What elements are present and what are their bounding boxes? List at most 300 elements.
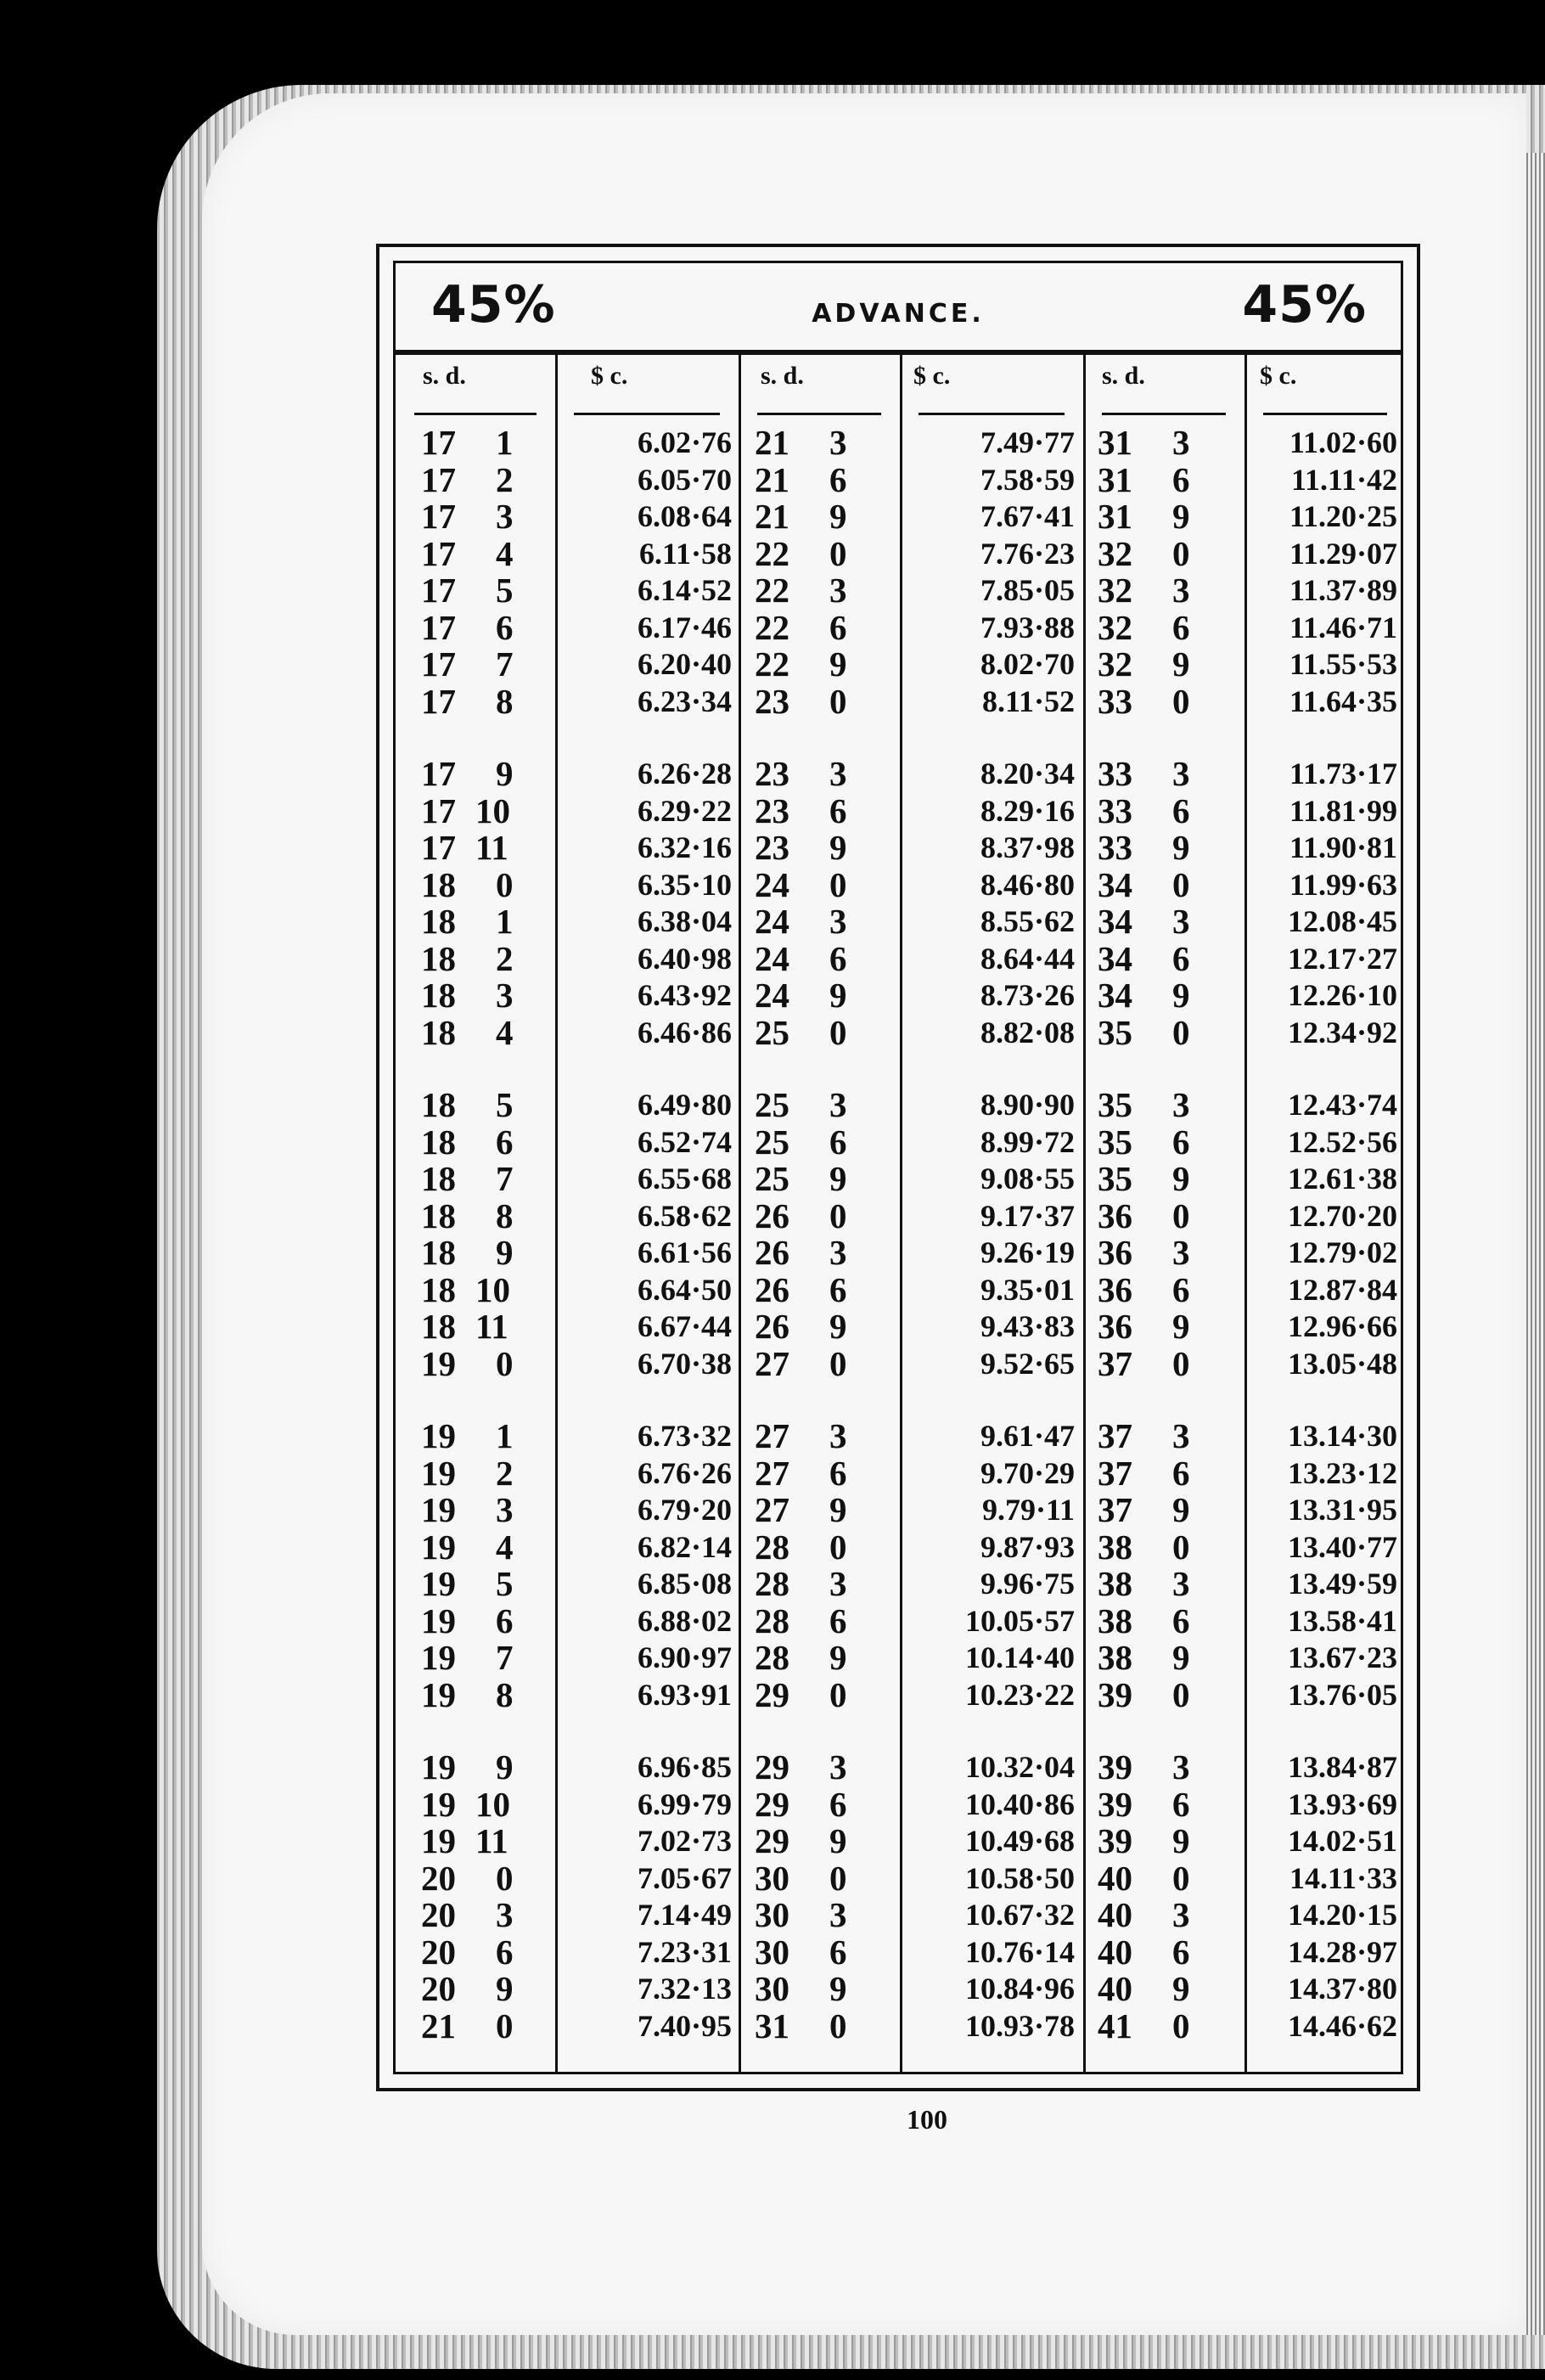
shillings-pence-cell	[755, 1566, 874, 1602]
dollars-cents-cell: 6.11·58	[638, 536, 732, 571]
dollars-cents-cell: 6.08·64	[637, 499, 732, 533]
shillings-value: 23	[755, 791, 789, 830]
pence-value: 6	[1172, 1932, 1190, 1972]
shillings-pence-cell	[755, 793, 874, 830]
pence-value: 0	[829, 1858, 847, 1898]
pence-value: 0	[829, 1527, 847, 1567]
dollars-cents-cell: 7.02·73	[637, 1824, 732, 1858]
dollars-cents-cell: 8.90·90	[980, 1088, 1075, 1122]
shillings-value: 25	[755, 1085, 789, 1124]
dollars-cents-cell: 14.28·97	[1287, 1934, 1397, 1969]
shillings-pence-cell	[755, 1269, 874, 1309]
shillings-value: 24	[755, 976, 789, 1015]
dollars-cents-cell: 9.79·11	[981, 1493, 1075, 1527]
dollars-cents-cell: 7.05·67	[637, 1860, 732, 1895]
dollars-cents-cell: 13.58·41	[1287, 1603, 1397, 1638]
shillings-pence-cell	[755, 1198, 874, 1235]
pence-value: 3	[496, 1490, 514, 1529]
shillings-value: 19	[421, 1784, 456, 1824]
pence-value: 1	[496, 902, 514, 941]
shillings-pence-cell	[421, 1012, 540, 1052]
shillings-pence-cell	[755, 1823, 874, 1860]
pence-value: 9	[1172, 976, 1190, 1015]
dollars-cents-cell: 9.35·01	[980, 1272, 1075, 1307]
pence-value: 0	[1172, 1012, 1190, 1052]
shillings-value: 41	[1098, 2006, 1132, 2045]
shillings-pence-cell	[421, 830, 540, 866]
shillings-value: 35	[1098, 1159, 1132, 1198]
shillings-value: 32	[1098, 571, 1132, 610]
shillings-pence-cell	[421, 1161, 540, 1197]
table-header	[396, 272, 1401, 348]
shillings-pence-cell	[1098, 1492, 1216, 1528]
shillings-value: 33	[1098, 681, 1132, 721]
shillings-value: 29	[755, 1674, 789, 1714]
pence-value: 11	[475, 1821, 508, 1860]
page-title: ADVANCE.	[812, 299, 985, 329]
shillings-pence-cell	[1098, 1640, 1216, 1676]
pence-value: 5	[496, 1085, 514, 1124]
pence-value: 6	[829, 1122, 847, 1162]
shillings-pence-cell	[1098, 903, 1216, 940]
shillings-value: 28	[755, 1601, 789, 1640]
shillings-pence-cell	[1098, 1012, 1216, 1052]
page-number: 100	[907, 2104, 947, 2135]
dollars-cents-cell: 13.84·87	[1287, 1750, 1397, 1784]
shillings-pence-cell	[1098, 2008, 1216, 2045]
table-frame	[376, 244, 1420, 2091]
dollars-cents-cell: 6.49·80	[637, 1088, 732, 1122]
shillings-pence-cell	[755, 572, 874, 609]
dollars-cents-cell: 11.37·89	[1289, 573, 1397, 607]
shillings-pence-cell	[1098, 533, 1216, 573]
shillings-pence-cell	[1098, 425, 1216, 461]
dollars-cents-cell: 14.37·80	[1287, 1972, 1397, 2006]
shillings-pence-cell	[1098, 1308, 1216, 1345]
shillings-pence-cell	[755, 1012, 874, 1052]
pence-value: 9	[829, 1307, 847, 1346]
shillings-value: 19	[421, 1747, 456, 1786]
pence-value: 0	[496, 1858, 514, 1898]
shillings-value: 18	[421, 1196, 456, 1235]
shillings-pence-cell	[1098, 646, 1216, 683]
dollars-cents-cell: 6.58·62	[637, 1198, 732, 1233]
dollars-cents-cell: 6.79·20	[637, 1493, 732, 1527]
dollars-cents-cell: 13.40·77	[1287, 1529, 1397, 1564]
shillings-pence-cell	[1098, 864, 1216, 904]
table-inner-frame	[393, 261, 1403, 2074]
shillings-pence-cell	[755, 2008, 874, 2045]
shillings-pence-cell	[1098, 1934, 1216, 1971]
pence-value: 9	[1172, 1490, 1190, 1529]
shillings-pence-cell	[1098, 1198, 1216, 1235]
dollars-cents-cell: 10.32·04	[964, 1750, 1075, 1784]
pence-value: 2	[496, 1453, 514, 1493]
dollars-cents-cell: 12.08·45	[1287, 904, 1397, 938]
pence-value: 0	[1172, 1196, 1190, 1235]
pence-value: 0	[496, 864, 514, 904]
shillings-pence-cell	[421, 1343, 540, 1383]
shillings-value: 25	[755, 1122, 789, 1162]
dollars-cents-cell: 6.93·91	[637, 1677, 732, 1712]
dollars-cents-cell: 8.46·80	[980, 867, 1075, 902]
shillings-pence-cell	[421, 533, 540, 573]
shillings-value: 19	[421, 1821, 456, 1860]
column-header-rule	[919, 413, 1065, 415]
shillings-pence-cell	[755, 498, 874, 535]
column-header: $ c.	[1260, 362, 1297, 390]
pence-value: 10	[475, 1269, 510, 1309]
pence-value: 0	[1172, 1527, 1190, 1567]
dollars-cents-cell: 6.38·04	[637, 904, 732, 938]
pence-value: 6	[1172, 1453, 1190, 1493]
shillings-pence-cell	[421, 1087, 540, 1123]
column-header: $ c.	[913, 362, 951, 390]
column-divider	[900, 355, 902, 2072]
pence-value: 7	[496, 1638, 514, 1677]
pence-value: 3	[1172, 902, 1190, 941]
shillings-pence-cell	[421, 425, 540, 461]
shillings-pence-cell	[755, 646, 874, 683]
dollars-cents-cell: 11.73·17	[1289, 757, 1397, 791]
shillings-value: 17	[421, 754, 456, 793]
shillings-value: 17	[421, 571, 456, 610]
shillings-pence-cell	[755, 1786, 874, 1823]
pence-value: 0	[1172, 864, 1190, 904]
pence-value: 9	[496, 1233, 514, 1272]
shillings-value: 34	[1098, 938, 1132, 978]
shillings-value: 22	[755, 533, 789, 573]
shillings-value: 26	[755, 1269, 789, 1309]
pence-value: 3	[829, 1564, 847, 1603]
shillings-value: 25	[755, 1012, 789, 1052]
dollars-cents-cell: 7.14·49	[637, 1898, 732, 1932]
shillings-value: 37	[1098, 1416, 1132, 1455]
shillings-value: 37	[1098, 1453, 1132, 1493]
pence-value: 9	[829, 1821, 847, 1860]
pence-value: 0	[829, 2006, 847, 2045]
dollars-cents-cell: 12.61·38	[1287, 1162, 1397, 1196]
pence-value: 3	[1172, 1895, 1190, 1934]
shillings-pence-cell	[755, 533, 874, 573]
dollars-cents-cell: 6.55·68	[637, 1162, 732, 1196]
shillings-value: 27	[755, 1453, 789, 1493]
pence-value: 9	[829, 1638, 847, 1677]
shillings-pence-cell	[1098, 1823, 1216, 1860]
percent-right: 45%	[1242, 275, 1367, 335]
pence-value: 9	[829, 1490, 847, 1529]
shillings-pence-cell	[421, 1418, 540, 1454]
shillings-pence-cell	[421, 1971, 540, 2007]
shillings-value: 38	[1098, 1564, 1132, 1603]
shillings-value: 24	[755, 864, 789, 904]
dollars-cents-cell: 7.23·31	[637, 1934, 732, 1969]
shillings-value: 18	[421, 1233, 456, 1272]
column-header-rule	[574, 413, 720, 415]
shillings-value: 24	[755, 938, 789, 978]
pence-value: 6	[829, 607, 847, 647]
pence-value: 6	[1172, 1269, 1190, 1309]
dollars-cents-cell: 6.46·86	[637, 1015, 732, 1049]
pence-value: 6	[829, 1269, 847, 1309]
shillings-pence-cell	[755, 1749, 874, 1786]
dollars-cents-cell: 6.76·26	[637, 1455, 732, 1490]
pence-value: 0	[829, 681, 847, 721]
dollars-cents-cell: 9.61·47	[980, 1419, 1075, 1453]
shillings-pence-cell	[755, 1418, 874, 1454]
dollars-cents-cell: 8.29·16	[980, 793, 1075, 828]
shillings-value: 18	[421, 864, 456, 904]
shillings-pence-cell	[421, 977, 540, 1014]
column-divider	[1244, 355, 1247, 2072]
pence-value: 3	[1172, 1085, 1190, 1124]
dollars-cents-cell: 12.96·66	[1287, 1309, 1397, 1343]
dollars-cents-cell: 13.93·69	[1287, 1786, 1397, 1821]
shillings-value: 38	[1098, 1527, 1132, 1567]
dollars-cents-cell: 6.43·92	[637, 978, 732, 1012]
pence-value: 4	[496, 1012, 514, 1052]
shillings-value: 17	[421, 644, 456, 684]
dollars-cents-cell: 6.35·10	[637, 867, 732, 902]
dollars-cents-cell: 13.49·59	[1287, 1567, 1397, 1601]
shillings-value: 21	[421, 2006, 456, 2045]
dollars-cents-cell: 8.82·08	[980, 1015, 1075, 1049]
pence-value: 11	[475, 1307, 508, 1346]
dollars-cents-cell: 6.82·14	[637, 1529, 732, 1564]
shillings-value: 35	[1098, 1085, 1132, 1124]
pence-value: 9	[1172, 828, 1190, 867]
dollars-cents-cell: 12.26·10	[1287, 978, 1397, 1012]
shillings-pence-cell	[1098, 1087, 1216, 1123]
shillings-pence-cell	[1098, 1971, 1216, 2007]
pence-value: 9	[829, 1159, 847, 1198]
pence-value: 3	[829, 1895, 847, 1934]
dollars-cents-cell: 6.96·85	[637, 1750, 732, 1784]
dollars-cents-cell: 6.26·28	[637, 757, 732, 791]
column-divider	[1083, 355, 1086, 2072]
shillings-value: 18	[421, 1085, 456, 1124]
shillings-pence-cell	[755, 1308, 874, 1345]
shillings-pence-cell	[1098, 1603, 1216, 1640]
shillings-value: 19	[421, 1453, 456, 1493]
pence-value: 8	[496, 681, 514, 721]
shillings-value: 17	[421, 533, 456, 573]
dollars-cents-cell: 6.32·16	[637, 830, 732, 864]
pence-value: 3	[1172, 1747, 1190, 1786]
shillings-pence-cell	[755, 1455, 874, 1492]
dollars-cents-cell: 12.34·92	[1287, 1015, 1397, 1049]
shillings-pence-cell	[421, 498, 540, 535]
shillings-value: 31	[1098, 459, 1132, 499]
column-divider	[555, 355, 558, 2072]
shillings-pence-cell	[1098, 607, 1216, 647]
dollars-cents-cell: 11.99·63	[1289, 867, 1397, 902]
shillings-value: 39	[1098, 1674, 1132, 1714]
shillings-value: 31	[1098, 423, 1132, 462]
dollars-cents-cell: 9.70·29	[980, 1455, 1075, 1490]
shillings-value: 19	[421, 1527, 456, 1567]
shillings-value: 39	[1098, 1821, 1132, 1860]
shillings-pence-cell	[755, 938, 874, 978]
shillings-value: 30	[755, 1895, 789, 1934]
dollars-cents-cell: 9.17·37	[980, 1198, 1075, 1233]
dollars-cents-cell: 7.58·59	[980, 462, 1075, 497]
shillings-value: 34	[1098, 976, 1132, 1015]
shillings-value: 35	[1098, 1122, 1132, 1162]
shillings-pence-cell	[421, 1492, 540, 1528]
dollars-cents-cell: 10.67·32	[964, 1898, 1075, 1932]
pence-value: 6	[1172, 938, 1190, 978]
shillings-value: 18	[421, 1159, 456, 1198]
dollars-cents-cell: 6.29·22	[637, 793, 732, 828]
column-header-rule	[1102, 413, 1226, 415]
shillings-value: 29	[755, 1747, 789, 1786]
shillings-pence-cell	[755, 756, 874, 792]
shillings-value: 19	[421, 1638, 456, 1677]
pence-value: 0	[1172, 681, 1190, 721]
pence-value: 3	[829, 754, 847, 793]
dollars-cents-cell: 10.76·14	[964, 1934, 1075, 1969]
dollars-cents-cell: 11.81·99	[1289, 793, 1397, 828]
dollars-cents-cell: 7.93·88	[980, 610, 1075, 644]
dollars-cents-cell: 6.52·74	[637, 1124, 732, 1159]
shillings-value: 18	[421, 976, 456, 1015]
pence-value: 3	[1172, 1564, 1190, 1603]
shillings-value: 39	[1098, 1747, 1132, 1786]
shillings-value: 40	[1098, 1932, 1132, 1972]
shillings-value: 17	[421, 681, 456, 721]
header-rule	[396, 350, 1401, 355]
pence-value: 0	[829, 1674, 847, 1714]
shillings-pence-cell	[421, 1749, 540, 1786]
shillings-value: 27	[755, 1490, 789, 1529]
dollars-cents-cell: 10.40·86	[964, 1786, 1075, 1821]
shillings-pence-cell	[755, 903, 874, 940]
dollars-cents-cell: 13.14·30	[1287, 1419, 1397, 1453]
column-divider	[739, 355, 741, 2072]
shillings-value: 25	[755, 1159, 789, 1198]
dollars-cents-cell: 12.87·84	[1287, 1272, 1397, 1307]
shillings-value: 18	[421, 1269, 456, 1309]
shillings-value: 20	[421, 1895, 456, 1934]
shillings-pence-cell	[421, 681, 540, 721]
pence-value: 0	[496, 1343, 514, 1383]
pence-value: 2	[496, 938, 514, 978]
dollars-cents-cell: 9.52·65	[980, 1346, 1075, 1381]
shillings-value: 19	[421, 1416, 456, 1455]
shillings-pence-cell	[1098, 572, 1216, 609]
shillings-value: 29	[755, 1821, 789, 1860]
column-header-row	[396, 358, 1401, 402]
shillings-value: 31	[755, 2006, 789, 2045]
shillings-pence-cell	[421, 1529, 540, 1566]
shillings-value: 22	[755, 644, 789, 684]
dollars-cents-cell: 14.46·62	[1287, 2008, 1397, 2043]
pence-value: 6	[496, 1122, 514, 1162]
shillings-value: 40	[1098, 1895, 1132, 1934]
dollars-cents-cell: 10.05·57	[964, 1603, 1075, 1638]
shillings-value: 19	[421, 1490, 456, 1529]
shillings-value: 40	[1098, 1969, 1132, 2008]
shillings-pence-cell	[755, 1492, 874, 1528]
dollars-cents-cell: 6.85·08	[637, 1567, 732, 1601]
shillings-pence-cell	[1098, 1455, 1216, 1492]
dollars-cents-cell: 6.67·44	[637, 1309, 732, 1343]
pence-value: 6	[1172, 607, 1190, 647]
pence-value: 1	[496, 423, 514, 462]
pence-value: 9	[829, 497, 847, 536]
shillings-pence-cell	[1098, 977, 1216, 1014]
shillings-pence-cell	[1098, 1860, 1216, 1897]
dollars-cents-cell: 8.37·98	[980, 830, 1075, 864]
shillings-pence-cell	[755, 1674, 874, 1714]
dollars-cents-cell: 10.93·78	[964, 2008, 1075, 2043]
pence-value: 6	[829, 938, 847, 978]
dollars-cents-cell: 8.99·72	[980, 1124, 1075, 1159]
shillings-pence-cell	[1098, 1897, 1216, 1933]
pence-value: 3	[829, 1233, 847, 1272]
dollars-cents-cell: 13.67·23	[1287, 1640, 1397, 1674]
dollars-cents-cell: 12.43·74	[1287, 1088, 1397, 1122]
dollars-cents-cell: 13.76·05	[1287, 1677, 1397, 1712]
dollars-cents-cell: 9.87·93	[980, 1529, 1075, 1564]
dollars-cents-cell: 8.73·26	[980, 978, 1075, 1012]
dollars-cents-cell: 6.02·76	[637, 425, 732, 459]
shillings-pence-cell	[1098, 1674, 1216, 1714]
shillings-pence-cell	[755, 1971, 874, 2007]
pence-value: 5	[496, 571, 514, 610]
pence-value: 9	[829, 976, 847, 1015]
dollars-cents-cell: 7.85·05	[980, 573, 1075, 607]
shillings-pence-cell	[755, 425, 874, 461]
shillings-value: 28	[755, 1638, 789, 1677]
pence-value: 3	[496, 1895, 514, 1934]
dollars-cents-cell: 6.90·97	[637, 1640, 732, 1674]
shillings-pence-cell	[421, 903, 540, 940]
shillings-value: 36	[1098, 1307, 1132, 1346]
shillings-pence-cell	[421, 1674, 540, 1714]
dollars-cents-cell: 11.02·60	[1289, 425, 1397, 459]
shillings-pence-cell	[421, 1786, 540, 1823]
dollars-cents-cell: 6.70·38	[637, 1346, 732, 1381]
pence-value: 0	[829, 533, 847, 573]
shillings-value: 33	[1098, 828, 1132, 867]
shillings-value: 27	[755, 1343, 789, 1383]
shillings-pence-cell	[755, 864, 874, 904]
percent-left: 45%	[431, 275, 556, 335]
pence-value: 9	[1172, 1159, 1190, 1198]
shillings-value: 30	[755, 1858, 789, 1898]
shillings-value: 21	[755, 459, 789, 499]
shillings-value: 20	[421, 1969, 456, 2008]
shillings-value: 36	[1098, 1233, 1132, 1272]
shillings-pence-cell	[755, 1529, 874, 1566]
shillings-value: 19	[421, 1674, 456, 1714]
shillings-pence-cell	[1098, 1161, 1216, 1197]
dollars-cents-cell: 11.29·07	[1289, 536, 1397, 571]
pence-value: 3	[496, 497, 514, 536]
pence-value: 8	[496, 1196, 514, 1235]
shillings-pence-cell	[421, 1308, 540, 1345]
pence-value: 9	[1172, 1307, 1190, 1346]
shillings-pence-cell	[1098, 1418, 1216, 1454]
shillings-pence-cell	[1098, 793, 1216, 830]
shillings-pence-cell	[421, 1934, 540, 1971]
pence-value: 6	[1172, 1122, 1190, 1162]
shillings-value: 18	[421, 938, 456, 978]
shillings-value: 20	[421, 1932, 456, 1972]
shillings-value: 31	[1098, 497, 1132, 536]
